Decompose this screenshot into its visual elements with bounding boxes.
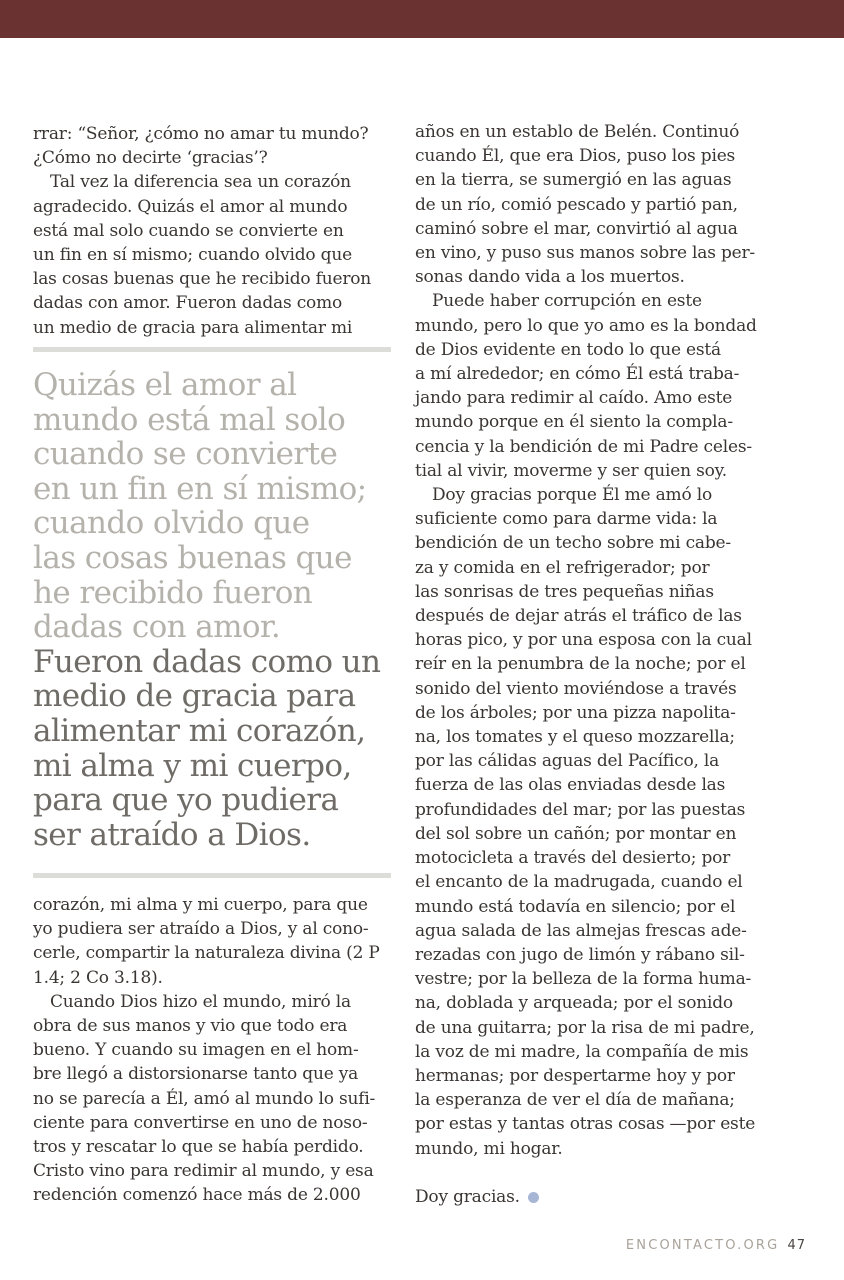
top-color-bar: [0, 0, 844, 38]
text-line: en vino, y puso sus manos sobre las per-: [415, 243, 755, 264]
pullquote-line: para que yo pudiera: [33, 782, 339, 819]
left-column-top-text: [33, 122, 393, 340]
footer-site: ENCONTACTO.ORG: [625, 1238, 780, 1253]
text-line: las cosas buenas que he recibido fueron: [33, 269, 372, 290]
pullquote-line: alimentar mi corazón,: [33, 712, 366, 749]
text-line: de Dios evidente en todo lo que está: [415, 339, 721, 360]
text-line: mundo, pero lo que yo amo es la bondad: [415, 315, 757, 336]
text-line: yo pudiera ser atraído a Dios, y al cono-: [33, 919, 369, 940]
text-line: cuando Él, que era Dios, puso los pies: [415, 146, 736, 167]
pullquote-line: cuando se convierte: [33, 436, 338, 473]
text-line: fuerza de las olas enviadas desde las: [415, 775, 726, 796]
text-line: está mal solo cuando se convierte en: [33, 220, 344, 241]
closing-text: Doy gracias.: [415, 1186, 520, 1207]
text-line: mundo porque en él siento la compla-: [415, 412, 733, 433]
text-line: la voz de mi madre, la compañía de mis: [415, 1041, 749, 1062]
pullquote-line: en un fin en sí mismo;: [33, 470, 367, 507]
text-line: mundo está todavía en silencio; por el: [415, 896, 736, 917]
text-line: Puede haber corrupción en este: [432, 291, 702, 312]
text-line: vestre; por la belleza de la forma huma-: [415, 969, 752, 990]
text-line: jando para redimir al caído. Amo este: [415, 388, 733, 409]
text-line: tial al vivir, moverme y ser quien soy.: [415, 460, 728, 481]
text-line: ciente para convertirse en uno de noso-: [33, 1112, 368, 1133]
text-line: redención comenzó hace más de 2.000: [33, 1185, 361, 1206]
text-line: sonido del viento moviéndose a través: [415, 678, 737, 699]
text-line: las sonrisas de tres pequeñas niñas: [415, 581, 714, 602]
text-line: obra de sus manos y vio que todo era: [33, 1016, 348, 1037]
text-line: años en un establo de Belén. Continuó: [415, 122, 740, 142]
text-line: de los árboles; por una pizza napolita-: [415, 702, 736, 723]
text-line: tros y rescatar lo que se había perdido.: [33, 1137, 364, 1158]
text-line: reír en la penumbra de la noche; por el: [415, 654, 746, 675]
pullquote-line: he recibido fueron: [33, 574, 313, 611]
text-line: sonas dando vida a los muertos.: [415, 267, 685, 288]
text-line: horas pico, y por una esposa con la cual: [415, 630, 752, 651]
pullquote-line: ser atraído a Dios.: [33, 816, 311, 853]
text-line: cerle, compartir la naturaleza divina (2 P: [33, 943, 380, 964]
text-line: la esperanza de ver el día de mañana;: [415, 1090, 735, 1111]
text-line: profundidades del mar; por las puestas: [415, 799, 746, 820]
pullquote-line: dadas con amor.: [33, 609, 281, 646]
pullquote-line: mundo está mal solo: [33, 401, 346, 438]
text-line: mundo, mi hogar.: [415, 1138, 563, 1159]
text-line: cencia y la bendición de mi Padre celes-: [415, 436, 752, 457]
right-column-text: [415, 120, 785, 1209]
text-line: na, los tomates y el queso mozzarella;: [415, 727, 735, 748]
text-line: Cristo vino para redimir al mundo, y esa: [33, 1161, 374, 1182]
text-line: un medio de gracia para alimentar mi: [33, 317, 353, 338]
pullquote-line: medio de gracia para: [33, 678, 356, 715]
text-line: por las cálidas aguas del Pacífico, la: [415, 751, 720, 772]
text-line: bendición de un techo sobre mi cabe-: [415, 533, 731, 554]
pullquote-line: cuando olvido que: [33, 505, 310, 542]
pullquote-line: Quizás el amor al: [33, 367, 297, 403]
text-line: Tal vez la diferencia sea un corazón: [50, 172, 351, 193]
text-line: motocicleta a través del desierto; por: [415, 848, 731, 869]
text-line: za y comida en el refrigerador; por: [415, 557, 710, 578]
text-line: agradecido. Quizás el amor al mundo: [33, 196, 348, 217]
text-line: después de dejar atrás el tráfico de las: [415, 606, 742, 627]
page-footer: [626, 1238, 806, 1253]
text-line: por estas y tantas otras cosas —por este: [415, 1114, 756, 1135]
left-column-bottom-text: [33, 893, 393, 1208]
text-line: hermanas; por despertarme hoy y por: [415, 1065, 735, 1086]
text-line: na, doblada y arqueada; por el sonido: [415, 993, 733, 1014]
pullquote-bottom-rule: [33, 873, 391, 878]
text-line: bre llegó a distorsionarse tanto que ya: [33, 1064, 359, 1085]
text-line: agua salada de las almejas frescas ade-: [415, 920, 747, 941]
text-line: un fin en sí mismo; cuando olvido que: [33, 245, 352, 266]
text-line: en la tierra, se sumergió en las aguas: [415, 170, 732, 191]
text-line: caminó sobre el mar, convirtió al agua: [415, 218, 738, 239]
pullquote-line: las cosas buenas que: [33, 539, 352, 576]
closing-line: [415, 1185, 785, 1209]
text-line: ¿Cómo no decirte ‘gracias’?: [33, 148, 268, 169]
text-line: rrar: “Señor, ¿cómo no amar tu mundo?: [33, 124, 369, 144]
text-line: Cuando Dios hizo el mundo, miró la: [50, 991, 351, 1012]
text-line: a mí alrededor; en cómo Él está traba-: [415, 364, 740, 385]
pullquote-line: mi alma y mi cuerpo,: [33, 747, 352, 784]
text-line: el encanto de la madrugada, cuando el: [415, 872, 743, 893]
pullquote-line: Fueron dadas como un: [33, 643, 381, 680]
text-line: de una guitarra; por la risa de mi padre,: [415, 1017, 755, 1038]
text-line: dadas con amor. Fueron dadas como: [33, 293, 343, 314]
end-mark-icon: [528, 1192, 539, 1203]
text-line: Doy gracias porque Él me amó lo: [432, 485, 712, 506]
text-line: corazón, mi alma y mi cuerpo, para que: [33, 895, 368, 915]
text-line: del sol sobre un cañón; por montar en: [415, 823, 737, 844]
page-number: 47: [787, 1238, 806, 1253]
text-line: suficiente como para darme vida: la: [415, 509, 718, 530]
text-line: rezadas con jugo de limón y rábano sil-: [415, 944, 745, 965]
text-line: de un río, comió pescado y partió pan,: [415, 194, 738, 215]
text-line: no se parecía a Él, amó al mundo lo sufi-: [33, 1088, 376, 1109]
pull-quote: [33, 368, 395, 852]
pullquote-top-rule: [33, 347, 391, 352]
text-line: bueno. Y cuando su imagen en el hom-: [33, 1040, 359, 1061]
text-line: 1.4; 2 Co 3.18).: [33, 967, 163, 988]
